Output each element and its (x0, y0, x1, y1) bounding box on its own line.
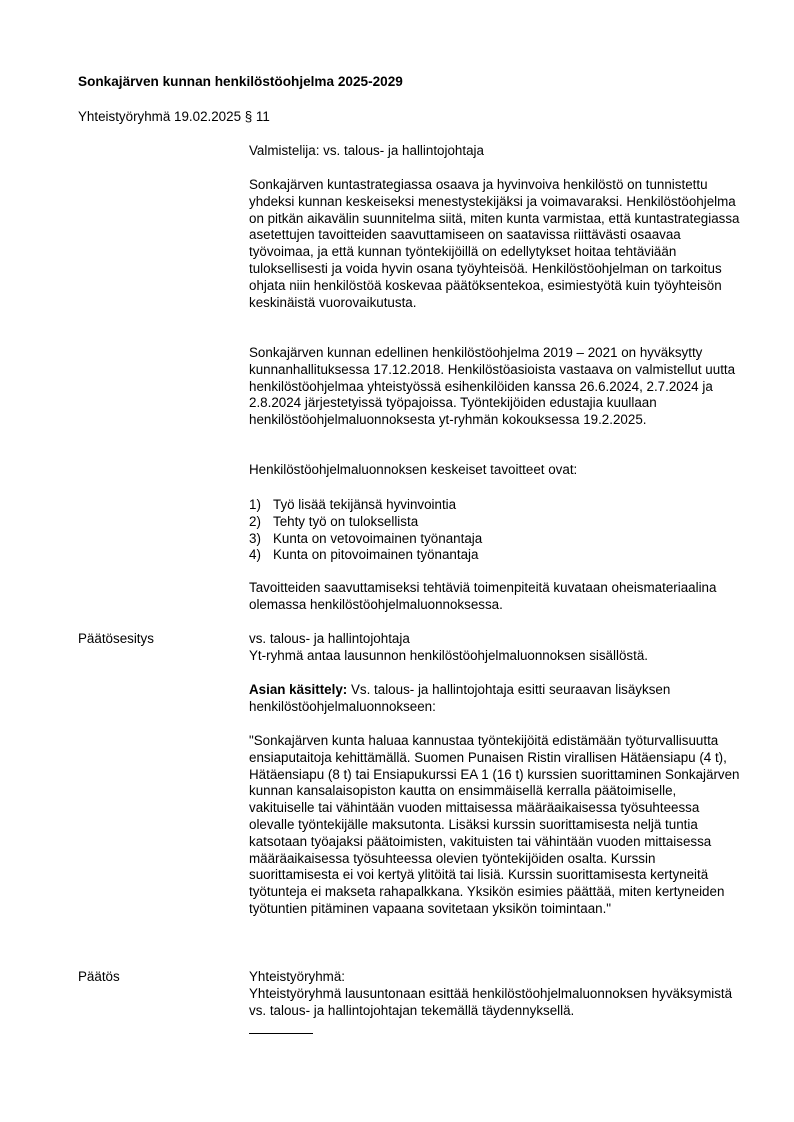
handling-section (249, 682, 741, 716)
goals-list-block (249, 497, 741, 564)
preparer-line: Valmistelija: vs. talous- ja hallintojohtaja (249, 143, 484, 158)
goal-text: Tehty työ on tuloksellista (273, 513, 419, 529)
quote-block (249, 733, 741, 918)
goal-number: 2) (249, 513, 261, 529)
intro-paragraph: Sonkajärven kuntastrategiassa osaava ja hyvinvoiva henkilöstö on tunnistettu yhdeksi kunnan keskeiseksi menestystekijäksi ja voimavaraksi. Henkilöstöohjelma on pitkän aikavälin suunnitelma siitä, miten kunta varmistaa, että kuntastrategiassa asetettujen tavoitteiden saavuttamiseen on saatavissa riittävästi osaavaa työvoimaa, ja että kunnan työntekijöillä on edellytykset hoitaa tehtäviään tuloksellisesti ja voida hyvin osana työyhteisöä. Henkilöstöohjelman on tarkoitus ohjata niin henkilöstöä koskevaa päätöksentekoa, esimiestyötä kuin työyhteisön keskinäistä vuorovaikutusta. (249, 177, 740, 310)
proposal-text: Yt-ryhmä antaa lausunnon henkilöstöohjelmaluonnoksen sisällöstä. (249, 647, 648, 663)
goal-text: Työ lisää tekijänsä hyvinvointia (273, 497, 457, 512)
goals-list (249, 497, 741, 564)
decision-text: Yhteistyöryhmä lausuntonaan esittää henkilöstöohjelmaluonnoksen hyväksymistä vs. talous- ja hallintojohtajan tekemällä täydennyksellä. (249, 985, 733, 1018)
goals-intro: Henkilöstöohjelmaluonnoksen keskeiset tavoitteet ovat: (249, 462, 578, 477)
goal-item (249, 514, 741, 531)
meeting-reference: Yhteistyöryhmä 19.02.2025 § 11 (78, 109, 270, 124)
goal-item (249, 531, 741, 548)
handling-paragraph (249, 682, 741, 716)
decision-body: Yhteistyöryhmä: (249, 969, 346, 984)
closing-rule (249, 1033, 313, 1034)
goal-item (249, 497, 741, 514)
goal-number: 3) (249, 530, 261, 546)
document-title: Sonkajärven kunnan henkilöstöohjelma 2025-2029 (78, 74, 403, 89)
goal-number: 4) (249, 547, 261, 563)
intro-paragraph-block (249, 177, 741, 311)
proposal-section (249, 631, 741, 665)
proposal-presenter: vs. talous- ja hallintojohtaja (249, 631, 410, 646)
proposal-label: Päätösesitys (78, 631, 154, 646)
goal-text: Kunta on vetovoimainen työnantaja (273, 530, 483, 546)
goals-intro-block (249, 462, 741, 479)
measures-paragraph: Tavoitteiden saavuttamiseksi tehtäviä toimenpiteitä kuvataan oheismateriaalina olemassa henkilöstöohjelmaluonnoksessa. (249, 580, 717, 612)
goal-text: Kunta on pitovoimainen työnantaja (273, 547, 479, 563)
preparation-section (249, 143, 741, 160)
history-paragraph-block (249, 345, 741, 429)
history-paragraph: Sonkajärven kunnan edellinen henkilöstöohjelma 2019 – 2021 on hyväksytty kunnanhallituksessa 17.12.2018. Henkilöstöasioista vastaava on valmistellut uutta henkilöstöohjelmaa yhteistyössä esihenkilöiden kanssa 26.6.2024, 2.7.2024 ja 2.8.2024 järjestetyissä työpajoissa. Työntekijöiden edustajia kuullaan henkilöstöohjelmaluonnoksesta yt-ryhmän kokouksessa 19.2.2025. (249, 345, 736, 428)
decision-label: Päätös (78, 969, 120, 984)
handling-lead: Asian käsittely: (249, 682, 348, 697)
goal-number: 1) (249, 497, 261, 512)
goal-item (249, 547, 741, 564)
measures-paragraph-block (249, 580, 741, 614)
handling-text: Vs. talous- ja hallintojohtaja esitti seuraavan lisäyksen henkilöstöohjelmaluonnokseen: (249, 682, 671, 714)
decision-section (249, 969, 741, 1019)
addition-quote: "Sonkajärven kunta haluaa kannustaa työntekijöitä edistämään työturvallisuutta ensiaputaitoja kehittämällä. Suomen Punaisen Ristin virallisen Hätäensiapu (4 t), Hätäensiapu (8 t) tai Ensiapukurssi EA 1 (16 t) kurssien suorittaminen Sonkajärven kunnan kansalaisopiston kautta on ensimmäisellä kerralla päätoimiselle, vakituiselle tai vähintään vuoden mittaisessa määräaikaisessa työsuhteessa olevalle työntekijälle maksutonta. Lisäksi kurssin suorittamisesta neljä tuntia katsotaan työajaksi päätoimisten, vakituisten tai vähintään vuoden mittaisessa määräaikaisessa työsuhteessa olevien työntekijöiden osalta. Kurssin suorittamisesta ei voi kertyä ylitöitä tai lisiä. Kurssin suorittamisesta kertyneitä työtunteja ei makseta rahapalkkana. Yksikön esimies päättää, miten kertyneiden työtuntien pitäminen vapaana sovitetaan yksikön toimintaan." (249, 733, 740, 916)
